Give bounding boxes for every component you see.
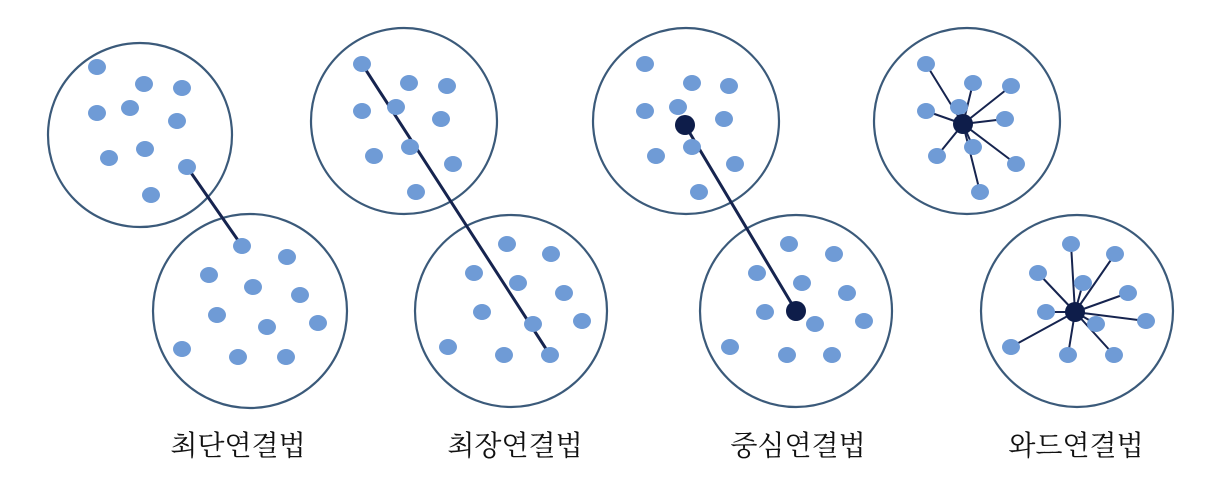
data-point [432, 111, 450, 127]
data-point [541, 347, 559, 363]
data-point [353, 56, 371, 72]
data-point [1087, 316, 1105, 332]
data-point [573, 313, 591, 329]
data-point [1007, 156, 1025, 172]
data-point [720, 78, 738, 94]
data-point [971, 184, 989, 200]
single-linkage-caption: 최단연결법 [170, 429, 306, 462]
cluster-centroid-bottom [786, 301, 806, 321]
data-point [233, 238, 251, 254]
centroid-linkage-caption: 중심연결법 [730, 429, 866, 462]
data-point [1037, 304, 1055, 320]
data-point [636, 56, 654, 72]
data-point [780, 236, 798, 252]
data-point [173, 80, 191, 96]
data-point [950, 99, 968, 115]
data-point [136, 141, 154, 157]
data-point [825, 246, 843, 262]
data-point [88, 59, 106, 75]
data-point [168, 113, 186, 129]
data-point [806, 316, 824, 332]
data-point [400, 75, 418, 91]
data-point [726, 156, 744, 172]
data-point [647, 148, 665, 164]
data-point [100, 150, 118, 166]
data-point [439, 339, 457, 355]
points-top [88, 59, 196, 203]
data-point [387, 99, 405, 115]
data-point [1074, 275, 1092, 291]
data-point [258, 319, 276, 335]
data-point [444, 156, 462, 172]
ward-linkage-caption: 와드연결법 [1008, 429, 1144, 462]
single-linkage-panel [48, 43, 347, 408]
complete-linkage-caption: 최장연결법 [447, 429, 583, 462]
data-point [200, 267, 218, 283]
data-point [277, 349, 295, 365]
data-point [838, 285, 856, 301]
data-point [778, 347, 796, 363]
points-bottom [721, 236, 873, 363]
cluster-center-bottom [1065, 302, 1085, 322]
data-point [473, 304, 491, 320]
data-point [996, 111, 1014, 127]
data-point [542, 246, 560, 262]
data-point [407, 184, 425, 200]
data-point [748, 265, 766, 281]
data-point [278, 249, 296, 265]
data-point [88, 105, 106, 121]
data-point [142, 187, 160, 203]
data-point [917, 103, 935, 119]
data-point [1105, 347, 1123, 363]
shortest-link-line [187, 167, 242, 246]
data-point [823, 347, 841, 363]
data-point [756, 304, 774, 320]
cluster-circle-top [311, 28, 497, 214]
data-point [1119, 285, 1137, 301]
data-point [498, 236, 516, 252]
data-point [353, 103, 371, 119]
data-point [244, 279, 262, 295]
data-point [495, 347, 513, 363]
data-point [178, 159, 196, 175]
data-point [229, 349, 247, 365]
data-point [683, 139, 701, 155]
data-point [509, 275, 527, 291]
cluster-center-top [953, 114, 973, 134]
data-point [721, 339, 739, 355]
data-point [555, 285, 573, 301]
data-point [1002, 339, 1020, 355]
data-point [121, 100, 139, 116]
data-point [1106, 246, 1124, 262]
data-point [1059, 347, 1077, 363]
data-point [291, 287, 309, 303]
data-point [855, 313, 873, 329]
data-point [465, 265, 483, 281]
data-point [917, 56, 935, 72]
complete-linkage-panel [311, 28, 607, 407]
data-point [636, 103, 654, 119]
cluster-circle-top [48, 43, 232, 227]
data-point [964, 139, 982, 155]
data-point [401, 139, 419, 155]
points-bottom [173, 238, 327, 365]
cluster-centroid-top [675, 115, 695, 135]
data-point [1137, 313, 1155, 329]
data-point [438, 78, 456, 94]
data-point [1029, 265, 1047, 281]
centroid-link-line [685, 125, 796, 311]
data-point [309, 315, 327, 331]
data-point [964, 75, 982, 91]
data-point [208, 307, 226, 323]
data-point [683, 75, 701, 91]
data-point [928, 148, 946, 164]
ward-linkage-panel [874, 28, 1173, 407]
data-point [669, 99, 687, 115]
data-point [1002, 78, 1020, 94]
data-point [1062, 236, 1080, 252]
data-point [524, 316, 542, 332]
data-point [173, 341, 191, 357]
data-point [135, 76, 153, 92]
centroid-linkage-panel [593, 28, 892, 407]
data-point [793, 275, 811, 291]
data-point [715, 111, 733, 127]
data-point [690, 184, 708, 200]
data-point [365, 148, 383, 164]
